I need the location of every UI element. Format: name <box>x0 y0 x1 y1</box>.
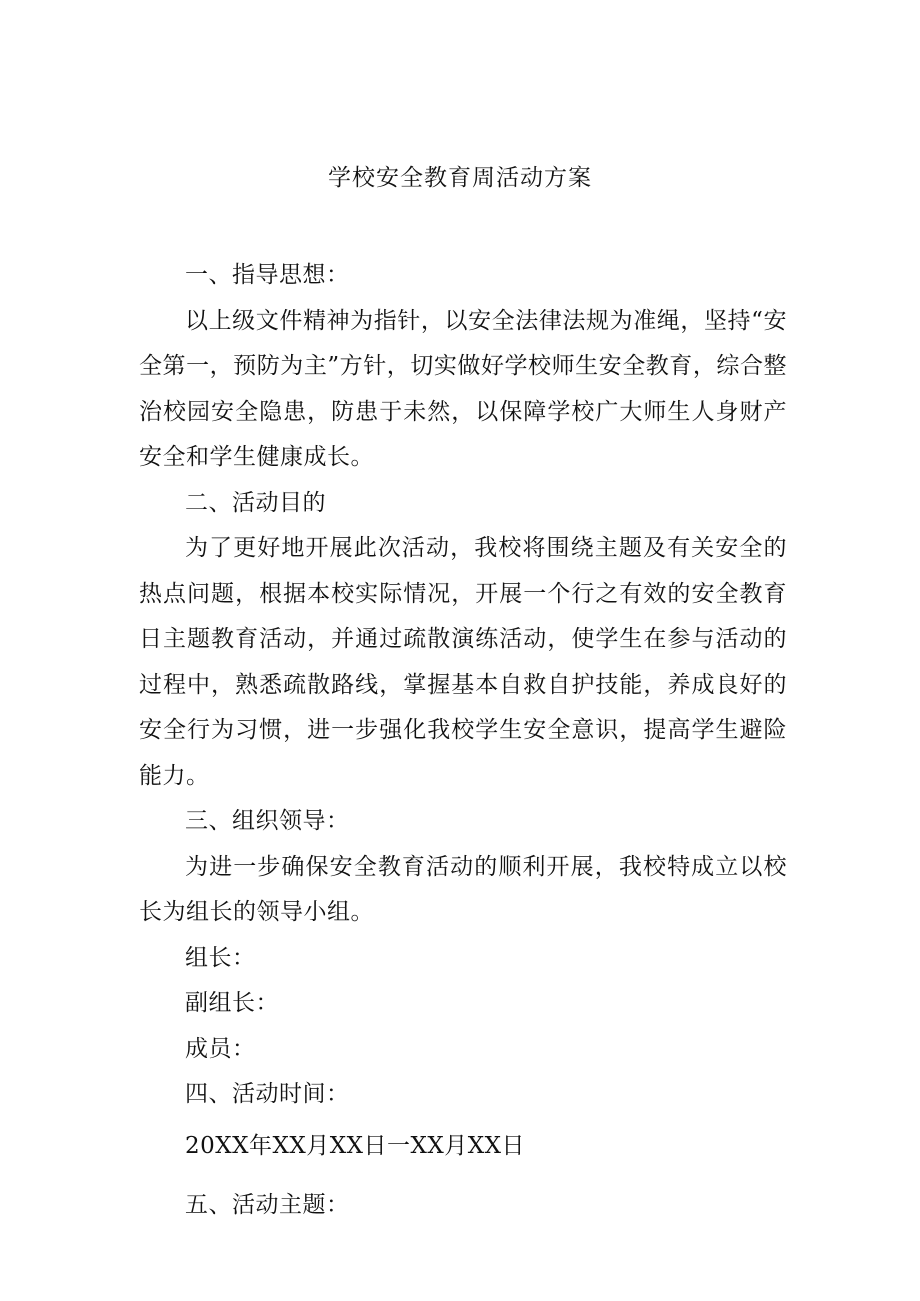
paragraph-activity-purpose: 为了更好地开展此次活动，我校将围绕主题及有关安全的热点问题，根据本校实际情况，开展一个行之有效的安全教育日主题教育活动，并通过疏散演练活动，使学生在参与活动的过程中，熟悉疏散路线，掌握基本自救自护技能，养成良好的安全行为习惯，进一步强化我校学生安全意识，提高学生避险能力。 <box>139 535 787 789</box>
section-heading-activity-theme: 五、活动主题： <box>185 1192 350 1218</box>
leader-line: 组长： <box>185 944 256 971</box>
paragraph-guiding-ideology: 以上级文件精神为指针，以安全法律法规为准绳，坚持“安全第一，预防为主”方针，切实做好学校师生安全教育，综合整治校园安全隐患，防患于未然，以保障学校广大师生人身财产安全和学生健康成长。 <box>139 307 787 470</box>
section-heading-activity-purpose: 二、活动目的 <box>185 489 326 516</box>
deputy-leader-line: 副组长： <box>185 990 279 1016</box>
section-heading-organization: 三、组织领导： <box>185 808 350 834</box>
members-line: 成员： <box>185 1035 256 1062</box>
document-title: 学校安全教育周活动方案 <box>328 165 592 191</box>
paragraph-organization: 为进一步确保安全教育活动的顺利开展，我校特成立以校长为组长的领导小组。 <box>139 853 787 925</box>
document-body <box>139 253 787 1229</box>
activity-time-value: 20XX年XX月XX日一XX月XX日 <box>185 1132 526 1159</box>
section-heading-guiding-ideology: 一、指导思想： <box>185 262 350 288</box>
section-heading-activity-time: 四、活动时间： <box>185 1081 350 1107</box>
